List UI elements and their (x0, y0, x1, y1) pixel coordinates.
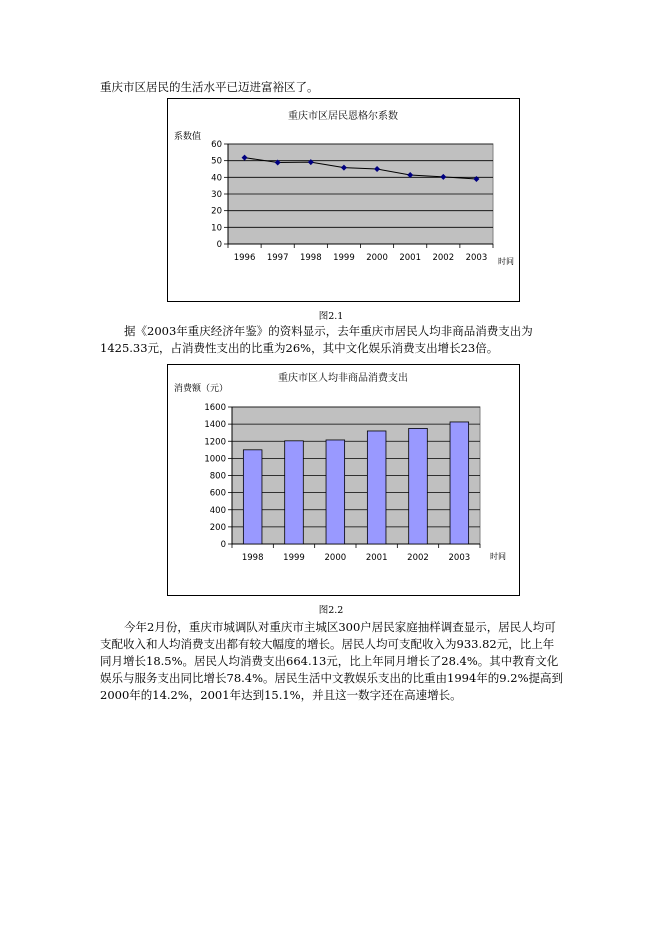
y-tick-label: 1400 (204, 420, 226, 431)
y-tick-label: 0 (216, 240, 222, 250)
chart-title: 重庆市区人均非商品消费支出 (278, 373, 408, 384)
bar (409, 428, 428, 544)
bar (450, 422, 469, 544)
paragraph-3: 今年2月份，重庆市城调队对重庆市主城区300户居民家庭抽样调查显示，居民人均可支配收入和人均消费支出都有较大幅度的增长。居民人均可支配收入为933.82元，比上年同月增长18.5%。居民人均消费支出664.13元，比上年同月增长了28.4%。其中教育文化娱乐与服务支出同比增长78.4%。居民生活中文教娱乐支出的比重由1994年的9.2%提高到2000年的14.2%，2001年达到15.1%，并且这一数字还在高速增长。 (100, 620, 564, 702)
intro-text: 重庆市区居民的生活水平已迈进富裕区了。 (100, 80, 319, 94)
engel-coefficient-chart-svg (168, 99, 519, 301)
figure-2-caption: 图2.2 (318, 605, 344, 616)
y-tick-label: 600 (209, 488, 226, 499)
y-tick-label: 60 (211, 140, 222, 150)
y-tick-label: 1600 (204, 403, 226, 413)
x-tick-label: 2002 (407, 553, 429, 563)
x-tick-label: 2001 (365, 553, 388, 563)
x-tick-label: 2003 (465, 253, 488, 263)
y-tick-label: 200 (209, 522, 226, 533)
x-tick-label: 1997 (266, 253, 289, 263)
bar (285, 441, 304, 544)
figure-1-caption: 图2.1 (318, 311, 344, 322)
x-axis-label: 时间 (490, 552, 506, 561)
x-tick-label: 2000 (324, 553, 347, 563)
y-tick-label: 30 (211, 190, 222, 200)
non-commodity-spending-chart-svg (168, 365, 519, 595)
bar (326, 440, 345, 544)
y-tick-label: 800 (209, 471, 226, 482)
x-tick-label: 2002 (432, 253, 455, 263)
non-commodity-spending-chart (167, 364, 520, 596)
x-tick-label: 1996 (233, 253, 256, 263)
bar (243, 450, 262, 544)
y-tick-label: 10 (211, 223, 222, 234)
y-axis-label: 系数值 (174, 132, 202, 142)
x-tick-label: 2001 (399, 253, 422, 263)
bar (367, 431, 386, 544)
y-tick-label: 1200 (204, 437, 226, 448)
y-tick-label: 40 (211, 173, 222, 184)
y-tick-label: 400 (209, 505, 226, 516)
x-tick-label: 1999 (283, 553, 305, 563)
x-axis-label: 时间 (498, 257, 514, 266)
x-tick-label: 1998 (241, 553, 264, 563)
paragraph-2: 据《2003年重庆经济年鉴》的资料显示，去年重庆市居民人均非商品消费支出为1425.33元，占消费性支出的比重为26%，其中文化娱乐消费支出增长23倍。 (100, 324, 533, 355)
y-tick-label: 20 (211, 206, 222, 217)
chart-title: 重庆市区居民恩格尔系数 (288, 111, 398, 122)
x-tick-label: 1999 (333, 253, 355, 263)
x-tick-label: 2000 (366, 253, 388, 263)
x-tick-label: 1998 (299, 253, 322, 263)
y-tick-label: 1000 (204, 454, 226, 465)
y-tick-label: 50 (211, 156, 222, 167)
x-tick-label: 2003 (448, 553, 471, 563)
y-tick-label: 0 (220, 540, 226, 550)
engel-coefficient-chart (167, 98, 520, 302)
y-axis-label: 消费额（元） (174, 384, 229, 394)
